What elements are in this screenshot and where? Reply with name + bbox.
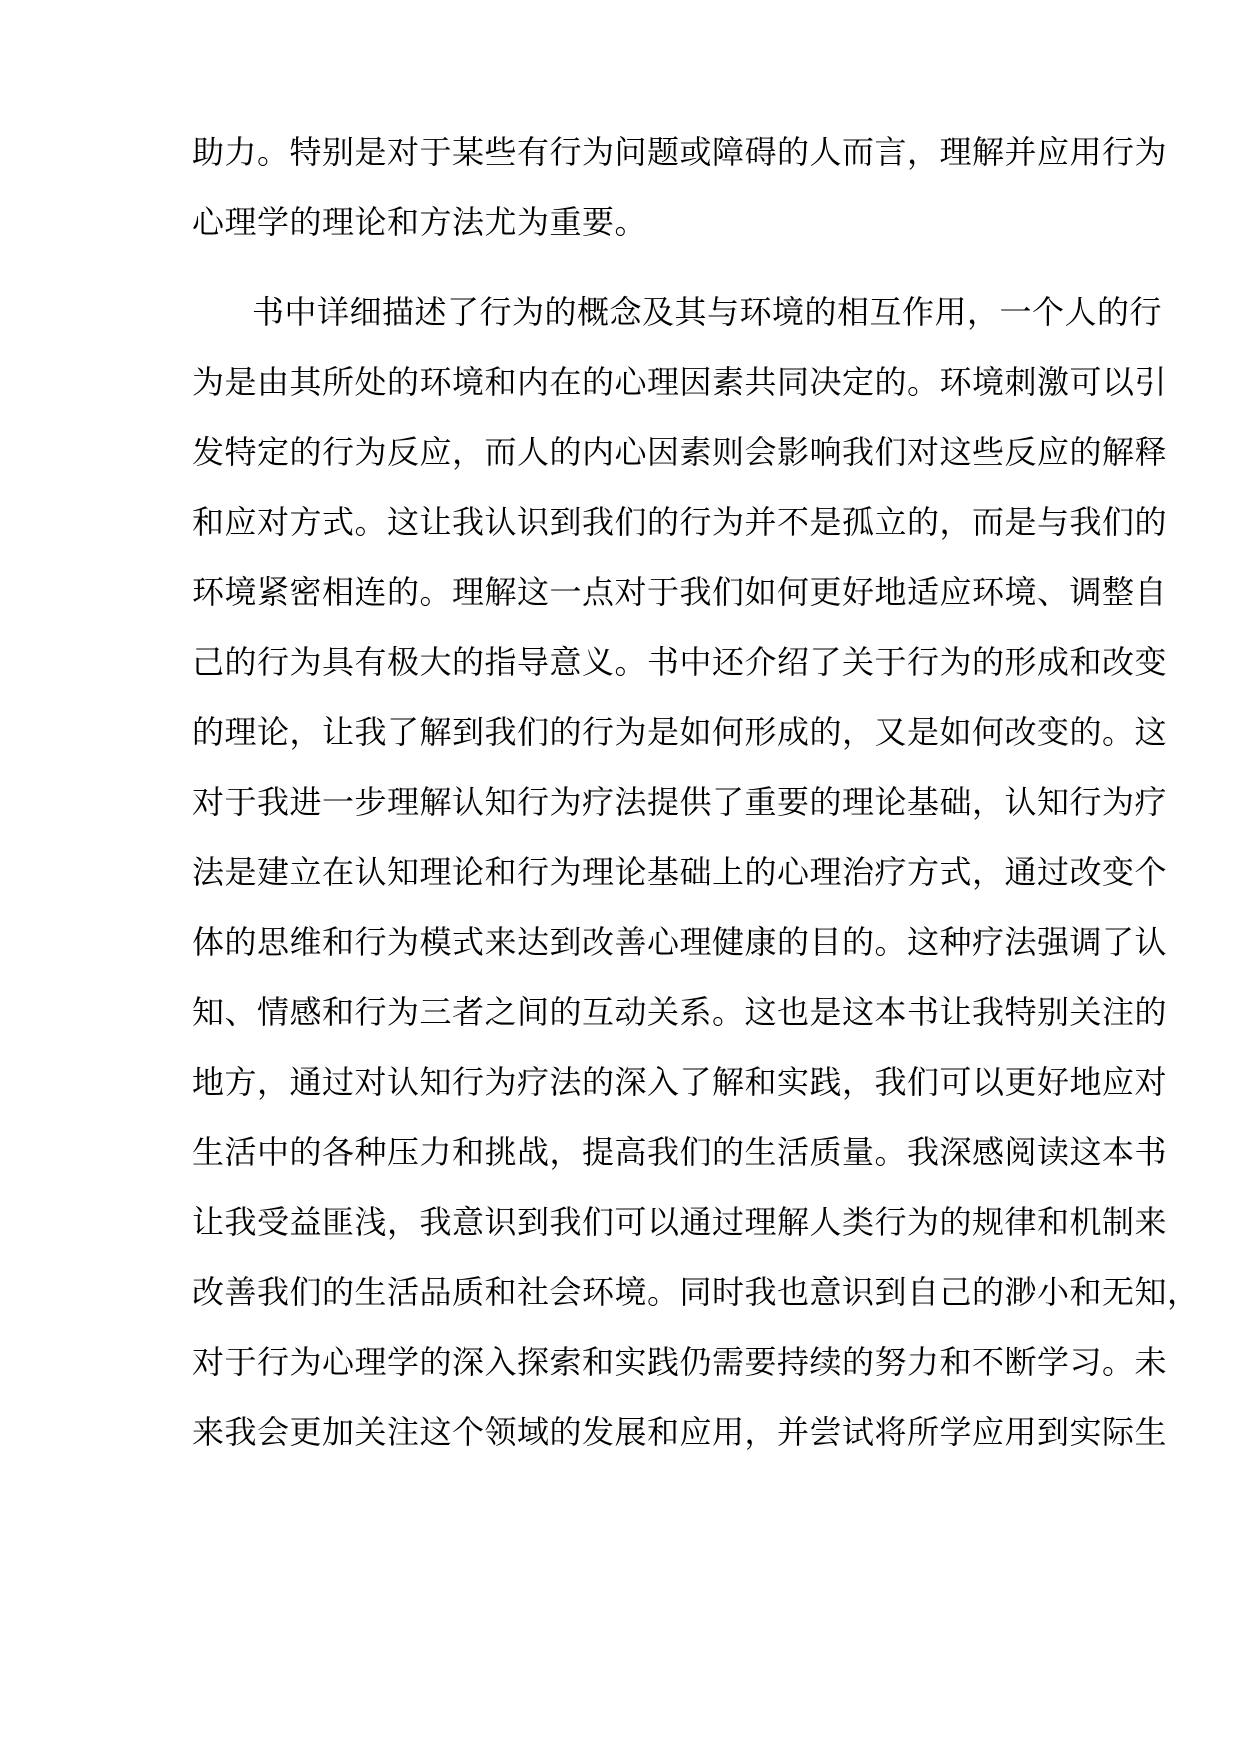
paragraph-first-line: 书中详细描述了行为的概念及其与环境的相互作用，一个人的行: [252, 293, 1163, 331]
text-line-7: 环境紧密相连的。理解这一点对于我们如何更好地适应环境、调整自: [192, 573, 1168, 611]
text-line-15: 生活中的各种压力和挑战，提高我们的生活质量。我深感阅读这本书: [192, 1133, 1168, 1171]
text-line-2: 心理学的理论和方法尤为重要。: [192, 203, 648, 241]
text-line-12: 体的思维和行为模式来达到改善心理健康的目的。这种疗法强调了认: [192, 923, 1168, 961]
text-line-4: 为是由其所处的环境和内在的心理因素共同决定的。环境刺激可以引: [192, 363, 1168, 401]
text-line-10: 对于我进一步理解认知行为疗法提供了重要的理论基础，认知行为疗: [192, 783, 1168, 821]
text-line-5: 发特定的行为反应，而人的内心因素则会影响我们对这些反应的解释: [192, 433, 1168, 471]
text-line-18: 对于行为心理学的深入探索和实践仍需要持续的努力和不断学习。未: [192, 1343, 1168, 1381]
text-line-8: 己的行为具有极大的指导意义。书中还介绍了关于行为的形成和改变: [192, 643, 1168, 681]
text-line-14: 地方，通过对认知行为疗法的深入了解和实践，我们可以更好地应对: [192, 1063, 1168, 1101]
text-line-6: 和应对方式。这让我认识到我们的行为并不是孤立的，而是与我们的: [192, 503, 1168, 541]
text-line-1: 助力。特别是对于某些有行为问题或障碍的人而言，理解并应用行为: [192, 133, 1168, 171]
text-line-9: 的理论，让我了解到我们的行为是如何形成的，又是如何改变的。这: [192, 713, 1168, 751]
text-line-16: 让我受益匪浅，我意识到我们可以通过理解人类行为的规律和机制来: [192, 1203, 1168, 1241]
text-line-17: 改善我们的生活品质和社会环境。同时我也意识到自己的渺小和无知，: [192, 1273, 1200, 1311]
text-line-13: 知、情感和行为三者之间的互动关系。这也是这本书让我特别关注的: [192, 993, 1168, 1031]
text-line-19: 来我会更加关注这个领域的发展和应用，并尝试将所学应用到实际生: [192, 1413, 1168, 1451]
text-line-11: 法是建立在认知理论和行为理论基础上的心理治疗方式，通过改变个: [192, 853, 1168, 891]
